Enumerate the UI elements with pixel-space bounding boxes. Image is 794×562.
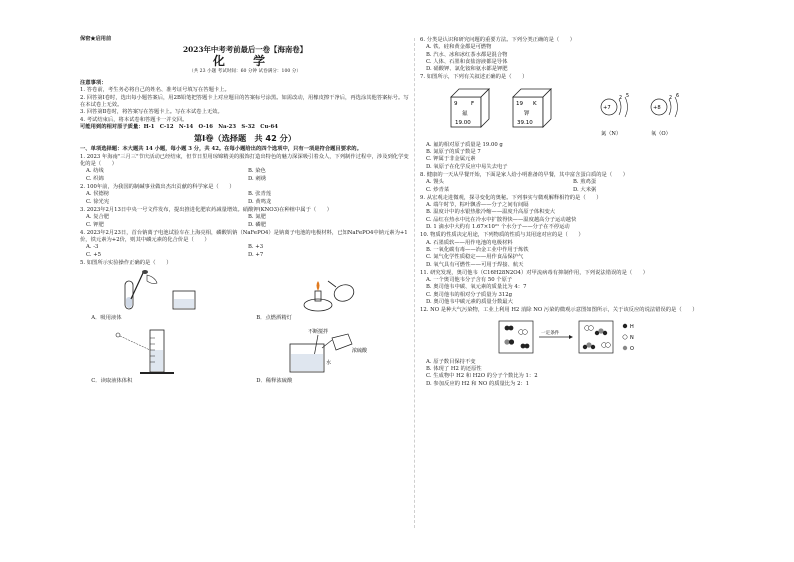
option-a: A. 一个奥司他韦分子含有 50 个原子 xyxy=(426,277,513,284)
question-stem: 5. 如图所示实验操作正确的是（ ） xyxy=(80,260,172,267)
question-stem: 7. 如图所示，下列有关叙述正确的是（ ） xyxy=(420,74,528,81)
option-d: D. 1 滴水中大约有 1.67×10²¹ 个水分子——分子在不停运动 xyxy=(426,224,570,231)
label-stir: 不断搅拌 xyxy=(308,328,329,335)
option-b: B. 一氧化碳有毒——冶金工业中作用于炼铁 xyxy=(426,246,529,253)
option-b: B. 染色 xyxy=(248,168,266,175)
option-c: C. 氮气化学性质稳定——用作食品保护气 xyxy=(426,254,524,261)
element-boxes-figure xyxy=(443,85,573,135)
arrow-label: 一定条件 xyxy=(541,330,560,336)
q5-figures-top xyxy=(80,269,410,313)
atom2-nucleus: +8 xyxy=(653,104,661,111)
caption-a: A．吸用液体 xyxy=(91,315,122,322)
question-11 xyxy=(420,270,720,306)
subject-title: 化 学 xyxy=(212,53,278,68)
caption-d: D．稀释浓硫酸 xyxy=(256,377,293,384)
option-c: C. +5 xyxy=(86,251,102,258)
option-c: C. 奥司他韦的相对分子质量为 312g xyxy=(426,291,512,298)
section1-title: 第Ⅰ卷（选择题 共 42 分） xyxy=(193,133,297,144)
option-d: D. 氧原子在化学反应中易失去电子 xyxy=(426,163,508,170)
option-c: C. 人体、石墨和食盐溶液都是导体 xyxy=(426,58,508,65)
alcohol-lamp-figure xyxy=(268,269,388,313)
reaction-diagram xyxy=(485,318,655,356)
question-stem: 1. 2023 年海南"三月三"节庆活动已经结束，但节日里用琼锦精美的服饰打造出特色的魅力深深吸引着众人，下列制作过程中，涉及到化学变化的是（ ） xyxy=(80,153,409,168)
option-d: D. 奥司他韦中碳元素的质量分数最大 xyxy=(426,299,513,306)
section1-instructions: 一、单项选择题：本大题共 14 小题，每小题 3 分，共 42。在每小题给出的四个选项中，只有一项是符合题目要求的。 xyxy=(80,145,362,152)
label-water: 水 xyxy=(326,359,332,366)
option-c: C. 织锦 xyxy=(86,175,104,182)
question-4 xyxy=(80,230,410,259)
option-d: D. 刺绣 xyxy=(248,175,267,182)
question-10 xyxy=(420,232,720,268)
option-b: B. 汽水、冰和冰红茶水都是混合物 xyxy=(426,51,508,58)
box2-mass: 39.10 xyxy=(517,119,533,126)
atom2-label: 氧（O） xyxy=(651,130,671,137)
option-a: A. 馒头 xyxy=(426,179,444,186)
notice-item: 3. 回答第Ⅱ卷时，将答案写在答题卡上。写在本试卷上无效。 xyxy=(80,109,223,116)
option-b: B. +3 xyxy=(248,244,264,251)
notice-list xyxy=(80,87,410,123)
left-column xyxy=(80,36,410,386)
option-b: B. 温度计中的水银热胀冷缩——温度升高原子体积变大 xyxy=(426,209,556,216)
option-b: B. 张青莲 xyxy=(248,191,272,198)
option-c: C. 炒青菜 xyxy=(426,186,450,193)
question-3 xyxy=(80,207,410,229)
option-c: C. 生成物中 H2 和 H2O 的分子个数比为 1：2 xyxy=(426,373,538,380)
atomic-mass-line: 可能用到的相对原子质量：H-1 C-12 N-14 O-16 Na-23 S-32 Cu-64 xyxy=(80,123,278,130)
legend-n: N xyxy=(630,334,634,341)
question-stem: 12. NO 是种大气污染物，工业上利用 H2 消除 NO 污染的微观示意图如图所示，关于该反应的说法错误的是（ ） xyxy=(420,307,698,314)
option-a: A. 原子数目保持不变 xyxy=(426,358,476,365)
question-7 xyxy=(420,74,720,170)
q5-figures-bottom xyxy=(80,326,410,376)
notice-item: 4. 考试结束后，将本试卷和答题卡一并交回。 xyxy=(80,116,188,123)
option-a: A. 端午时节，粽叶飘香——分子之间有间隔 xyxy=(426,202,529,209)
atom1-label: 氮（N） xyxy=(601,130,622,137)
question-stem: 11. 研究发现，奥司他韦（C16H28N2O4）对甲流病毒有抑制作用，下列说法错误的是（ ） xyxy=(420,269,649,276)
q7-figure xyxy=(420,85,720,139)
atom1-nucleus: +7 xyxy=(603,104,611,111)
option-d: D. 黄鸣龙 xyxy=(248,198,272,205)
atom2-shell2: 6 xyxy=(676,93,680,99)
option-d: D. 参加反应的 H2 和 NO 的质量比为 2：1 xyxy=(426,380,530,387)
question-2 xyxy=(80,184,410,206)
option-a: A. 纺线 xyxy=(86,168,104,175)
option-d: D. +7 xyxy=(248,251,264,258)
option-b: B. 氮原子的质子数是 7 xyxy=(426,149,481,156)
option-a: A. -3 xyxy=(86,244,99,251)
option-b: B. 奥司他韦中碳、氧元素的质量比为 4：7 xyxy=(426,284,527,291)
right-column xyxy=(420,36,720,388)
option-c: C. 徐光宪 xyxy=(86,198,110,205)
option-a: A. 复合肥 xyxy=(86,214,110,221)
box2-symbol: K xyxy=(533,100,537,107)
graduated-cylinder-figure xyxy=(100,326,220,376)
atom1-shell2: 5 xyxy=(626,93,630,99)
notice-item: 2. 回答第Ⅰ卷时，选出每小题答案后，用2B铅笔把答题卡上对应题目的答案标号涂黑。如需改动，用橡皮擦干净后，再选涂其他答案标号。写在本试卷上无效。 xyxy=(80,94,409,109)
atom2-shell1: 2 xyxy=(669,95,673,101)
box1-number: 9 xyxy=(454,100,458,107)
option-d: D. 磷肥 xyxy=(248,221,267,228)
q12-figure xyxy=(420,318,720,356)
column-divider xyxy=(414,38,415,528)
option-d: D. 氧气具有可燃性——可用于焊接、航天 xyxy=(426,261,524,268)
secret-label: 保密★启用前 xyxy=(80,36,112,42)
question-12 xyxy=(420,307,720,387)
exam-title: 2023年中考考前最后一卷【海南卷】 xyxy=(182,45,308,55)
box1-symbol: F xyxy=(471,100,475,107)
option-b: B. 体现了 H2 的还原性 xyxy=(426,365,482,372)
legend-h: H xyxy=(630,323,634,330)
option-a: A. 侯德榜 xyxy=(86,191,110,198)
option-b: B. 煎鸡蛋 xyxy=(573,179,597,186)
question-stem: 8. 健康的一天从早餐开始，下面是家人给小明准备的早餐，其中富含蛋白质的是（ ） xyxy=(420,171,629,178)
option-c: C. 品红在热水中比在冷水中扩散得快——温度越高分子运动越快 xyxy=(426,216,577,223)
dilute-acid-figure xyxy=(260,326,390,376)
question-stem: 3. 2023年2月13日中央一号文件发布，提出推进化肥农药减量增效。硝酸钾(KNO3)在种植中属于（ ） xyxy=(80,206,333,213)
question-6 xyxy=(420,37,720,73)
question-stem: 10. 物质的性质决定用途，下列物质的性质与其用途对应的是（ ） xyxy=(420,232,584,239)
notice-item: 1. 答卷前，考生务必将自己的姓名、准考证号填写在答题卡上。 xyxy=(80,87,230,94)
exam-info: （共 23 小题 考试时间：60 分钟 试卷满分：100 分） xyxy=(189,68,301,74)
box2-number: 19 xyxy=(516,100,523,107)
question-5 xyxy=(80,260,410,386)
notice-heading: 注意事项： xyxy=(80,80,107,87)
label-acid: 浓硫酸 xyxy=(352,347,368,354)
option-a: A. 石墨质软——用作电池的电极材料 xyxy=(426,239,513,246)
atom-structure-figure xyxy=(587,85,697,139)
option-b: B. 氮肥 xyxy=(248,214,266,221)
legend-o: O xyxy=(630,345,634,352)
box1-mass: 19.00 xyxy=(455,119,471,126)
option-d: D. 大米粥 xyxy=(573,186,597,193)
box2-name: 钾 xyxy=(524,110,530,117)
box1-name: 氟 xyxy=(462,110,468,117)
option-c: C. 钾肥 xyxy=(86,221,104,228)
atom1-shell1: 2 xyxy=(619,95,623,101)
option-a: A. 氟的相对原子质量是 19.00 g xyxy=(426,141,503,148)
option-a: A. 铁、硅和黄金都是可燃物 xyxy=(426,44,492,51)
caption-c: C．读取液体体积 xyxy=(91,377,133,384)
caption-b: B．点燃酒精灯 xyxy=(256,315,292,322)
question-stem: 2. 100年前，为我国的制碱事业做出杰出贡献的科学家是（ ） xyxy=(80,184,235,191)
question-1 xyxy=(80,154,410,183)
question-9 xyxy=(420,195,720,231)
question-stem: 9. 从宏观走进微观，探寻变化的奥秘。下列事实与微观解释相符的是（ ） xyxy=(420,194,602,201)
option-c: C. 钾属于非金属元素 xyxy=(426,156,476,163)
option-d: D. 硝酸钾、氯化铵和氨水都是钾肥 xyxy=(426,66,508,73)
question-8 xyxy=(420,172,720,194)
question-stem: 6. 分类是认识和研究问题的重要方法。下列分类正确的是（ ） xyxy=(420,37,576,43)
dropper-figure xyxy=(103,269,223,313)
question-stem: 4. 2023年2月23日，首台钠离子电池试验车在上海亮相，磷酸钒钠（NaFePO4）是钠离子电池的电极材料，已知NaFePO4中钠元素为+1价，铁元素为+2价，则其中磷元素的化合价是（ ） xyxy=(80,229,408,244)
